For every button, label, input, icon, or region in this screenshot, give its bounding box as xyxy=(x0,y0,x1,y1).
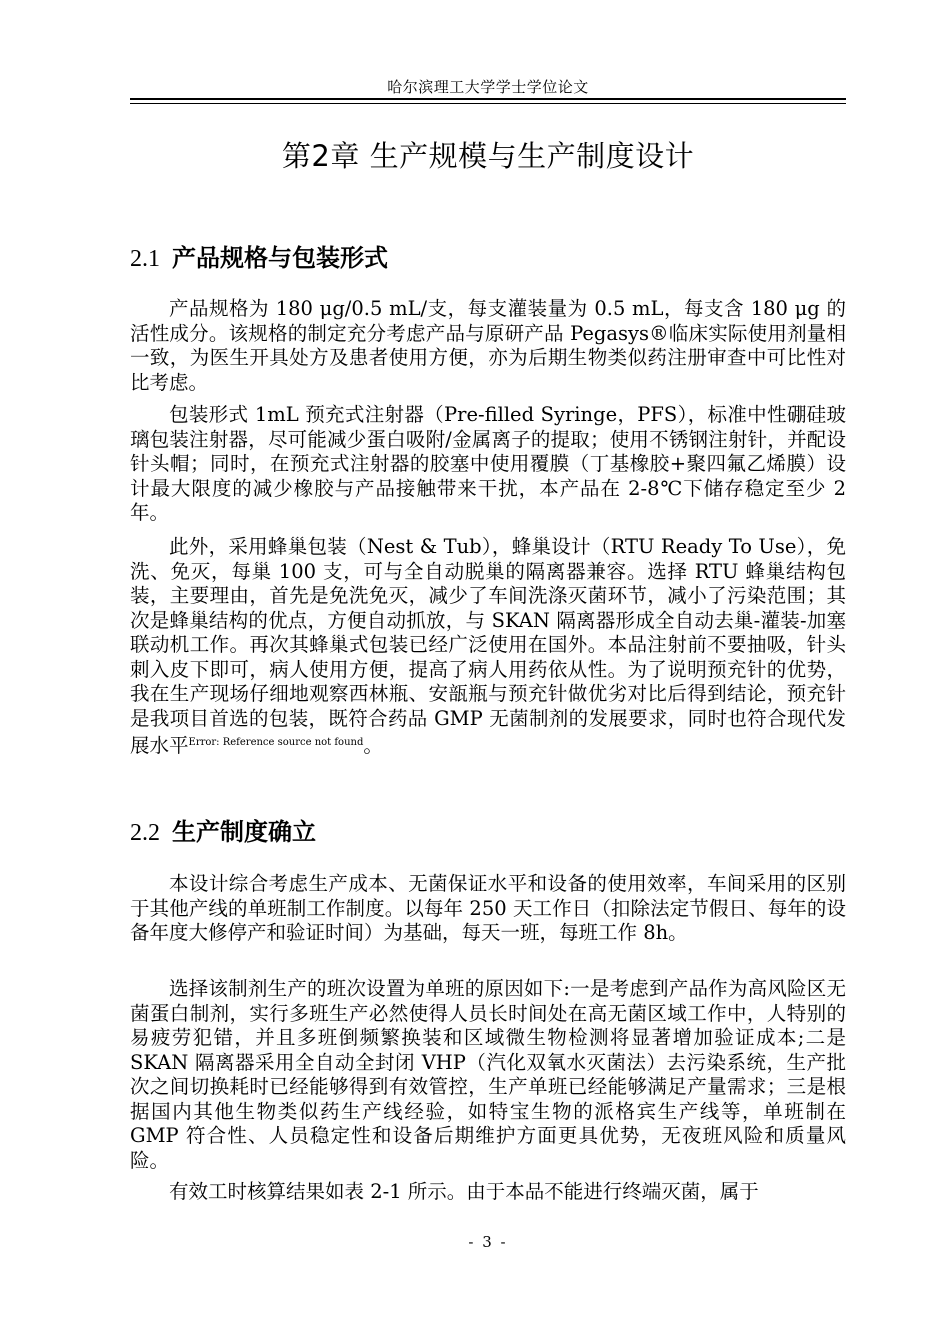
section-heading-2-1 xyxy=(130,238,846,273)
chapter-title: 第2章 生产规模与生产制度设计 xyxy=(281,139,695,173)
paragraph-nest-tub xyxy=(130,535,846,759)
paragraph-single-shift-reasons: 选择该制剂生产的班次设置为单班的原因如下:一是考虑到产品作为高风险区无菌蛋白制剂，实行多班生产必然使得人员长时间处在高无菌区域工作中，人特别的易疲劳犯错，并且多班倒频繁换装和区域微生物检测将显著增加验证成本;二是 SKAN 隔离器采用全自动全封闭 VHP（汽化双氧水灭菌法）去污染系统，生产批次之间切换耗时已经能够得到有效管控，生产单班已经能够满足产量需求；三是根据国内其他生物类似药生产线经验，如特宝生物的派格宾生产线等，单班制在 GMP 符合性、人员稳定性和设备后期维护方面更具优势，无夜班风险和质量风险。 xyxy=(130,977,846,1172)
page-number: - 3 - xyxy=(468,1233,508,1251)
paragraph-shift-system: 本设计综合考虑生产成本、无菌保证水平和设备的使用效率，车间采用的区别于其他产线的单班制工作制度。以每年 250 天工作日（扣除法定节假日、每年的设备年度大修停产和验证时间）为基础，每天一班，每班工作 8h。 xyxy=(130,872,846,944)
section-number: 2.2 xyxy=(130,820,160,846)
trailing-punctuation: 。 xyxy=(363,734,383,757)
section-title: 生产制度确立 xyxy=(172,818,316,846)
section-number: 2.1 xyxy=(130,246,160,272)
header-rule xyxy=(130,98,846,100)
paragraph-product-spec: 产品规格为 180 μg/0.5 mL/支，每支灌装量为 0.5 mL，每支含 180 μg 的活性成分。该规格的制定充分考虑产品与原研产品 Pegasys®临床实际使用剂量相一致，为医生开具处方及患者使用方便，亦为后期生物类似药注册审查中可比性对比考虑。 xyxy=(130,297,846,394)
running-header: 哈尔滨理工大学学士学位论文 xyxy=(387,78,589,96)
paragraph-nest-tub-text: 此外，采用蜂巢包装（Nest & Tub），蜂巢设计（RTU Ready To Use），免洗、免灭，每巢 100 支，可与全自动脱巢的隔离器兼容。选择 RTU 蜂巢结构包装，主要理由，首先是免洗免灭，减少了车间洗涤灭菌环节，减小了污染范围；其次是蜂巢结构的优点，方便自动抓放，与 SKAN 隔离器形成全自动去巢-灌装-加塞联动机工作。再次其蜂巢式包装已经广泛使用在国外。本品注射前不要抽吸，针头刺入皮下即可，病人使用方便，提高了病人用药依从性。为了说明预充针的优势，我在生产现场仔细地观察西林瓶、安瓿瓶与预充针做优劣对比后得到结论，预充针是我项目首选的包装，既符合药品 GMP 无菌制剂的发展要求，同时也符合现代发展水平 xyxy=(130,535,846,757)
paragraph-packaging-form: 包装形式 1mL 预充式注射器（Pre-filled Syringe，PFS），标准中性硼硅玻璃包装注射器，尽可能减少蛋白吸附/金属离子的提取；使用不锈钢注射针，并配设针头帽；同时，在预充式注射器的胶塞中使用覆膜（丁基橡胶+聚四氟乙烯膜）设计最大限度的减少橡胶与产品接触带来干扰，本产品在 2-8℃下储存稳定至少 2 年。 xyxy=(130,403,846,524)
reference-error: Error: Reference source not found xyxy=(188,737,364,748)
section-heading-2-2 xyxy=(130,812,846,847)
header-rule-thin xyxy=(130,103,846,104)
section-title: 产品规格与包装形式 xyxy=(172,244,388,272)
paragraph-working-hours: 有效工时核算结果如表 2-1 所示。由于本品不能进行终端灭菌，属于 xyxy=(169,1180,759,1203)
